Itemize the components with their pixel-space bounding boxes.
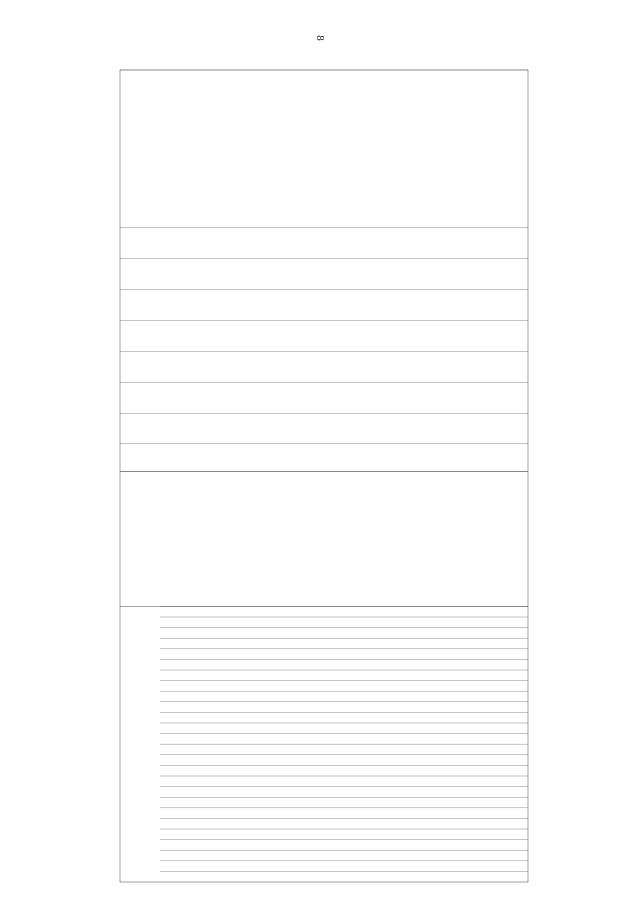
table-grid xyxy=(120,70,528,882)
page-number: 8 xyxy=(314,35,326,41)
